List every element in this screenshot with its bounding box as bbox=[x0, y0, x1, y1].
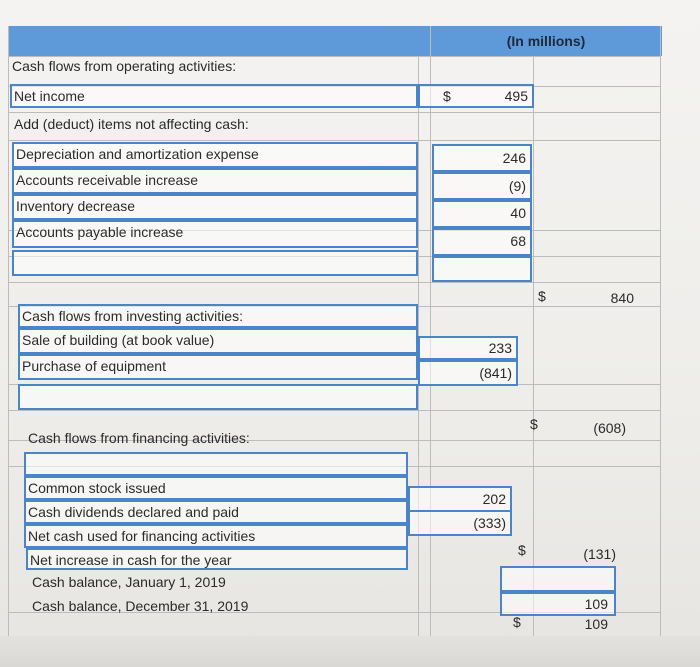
inv-item-value: (841) bbox=[479, 365, 512, 381]
fin-item-label[interactable]: Common stock issued bbox=[24, 476, 408, 500]
op-blank-row[interactable] bbox=[12, 250, 418, 276]
end-balance-value: 109 bbox=[584, 616, 608, 632]
investing-title[interactable]: Cash flows from investing activities: bbox=[18, 304, 418, 328]
inv-item-label[interactable]: Purchase of equipment bbox=[18, 354, 418, 380]
begin-balance-value: 109 bbox=[584, 596, 608, 612]
fin-total-value: (131) bbox=[583, 546, 616, 562]
inv-blank-row[interactable] bbox=[18, 384, 418, 410]
fin-blank-row[interactable] bbox=[24, 452, 408, 476]
net-income-value: 495 bbox=[504, 88, 528, 104]
financing-title: Cash flows from financing activities: bbox=[28, 430, 250, 446]
inv-item-value: 233 bbox=[488, 340, 512, 356]
fin-item-value: 202 bbox=[482, 491, 506, 507]
op-item-value: (9) bbox=[508, 178, 526, 194]
begin-balance-label: Cash balance, January 1, 2019 bbox=[32, 574, 226, 590]
end-balance-label: Cash balance, December 31, 2019 bbox=[32, 598, 249, 614]
op-total-value: 840 bbox=[610, 290, 634, 306]
fin-item-label[interactable]: Cash dividends declared and paid bbox=[24, 500, 408, 524]
fin-total-dollar: $ bbox=[518, 542, 526, 558]
op-item-value: 40 bbox=[510, 205, 526, 221]
op-blank-input[interactable] bbox=[432, 256, 532, 282]
op-total-dollar: $ bbox=[538, 288, 546, 304]
op-item-value: 246 bbox=[502, 150, 526, 166]
op-item-label[interactable]: Accounts receivable increase bbox=[12, 168, 418, 194]
op-item-label[interactable]: Inventory decrease bbox=[12, 194, 418, 220]
page-edge-shadow bbox=[0, 636, 700, 667]
fin-item-value: (333) bbox=[473, 515, 506, 531]
net-income-label[interactable]: Net income bbox=[10, 84, 418, 108]
net-increase-label[interactable]: Net increase in cash for the year bbox=[26, 548, 408, 570]
op-item-label[interactable]: Depreciation and amortization expense bbox=[12, 142, 418, 168]
end-balance-dollar: $ bbox=[513, 614, 521, 630]
op-item-value: 68 bbox=[510, 233, 526, 249]
operating-title: Cash flows from operating activities: bbox=[12, 58, 237, 74]
inv-item-label[interactable]: Sale of building (at book value) bbox=[18, 328, 418, 354]
inv-total-value: (608) bbox=[593, 420, 626, 436]
adjust-label: Add (deduct) items not affecting cash: bbox=[14, 116, 249, 132]
net-income-dollar: $ bbox=[443, 88, 451, 104]
fin-item-label[interactable]: Net cash used for financing activities bbox=[24, 524, 408, 548]
inv-total-dollar: $ bbox=[530, 416, 538, 432]
op-item-label[interactable]: Accounts payable increase bbox=[12, 220, 418, 248]
units-header: (In millions) bbox=[506, 33, 586, 49]
net-increase-input[interactable] bbox=[500, 566, 616, 592]
